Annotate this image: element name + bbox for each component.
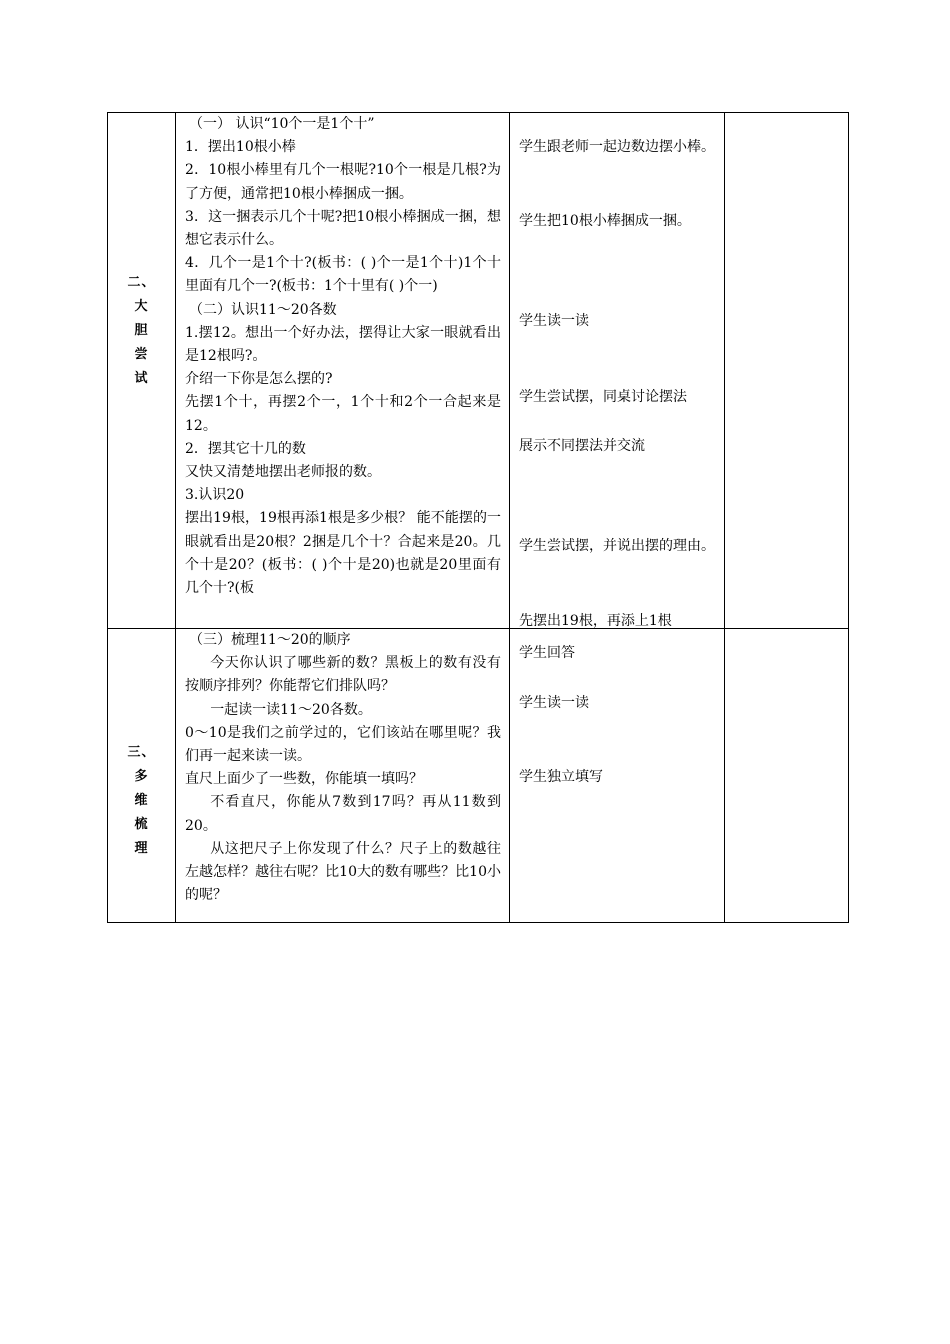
teacher-activity-text <box>176 629 509 922</box>
paragraph: 学生读一读 <box>519 695 589 711</box>
paragraph: 今天你认识了哪些新的数？黑板上的数有没有按顺序排列？你能帮它们排队吗？ <box>185 655 501 695</box>
stage-label <box>108 741 175 861</box>
stage-label-char: 试 <box>134 371 149 386</box>
stage-label-char: 理 <box>134 841 149 856</box>
paragraph: 2．摆其它十几的数 <box>185 440 306 457</box>
paragraph: （一） 认识“10个一是1个十” <box>189 116 375 132</box>
paragraph: 3.认识20 <box>185 487 245 504</box>
paragraph: 从这把尺子上你发现了什么？尺子上的数越往左越怎样？越往右呢？比10大的数有哪些？比10小的呢？ <box>185 840 501 904</box>
stage-label-char: 梳 <box>134 817 149 832</box>
teacher-activity-text <box>176 113 509 628</box>
paragraph: 0～10是我们之前学过的，它们该站在哪里呢？我们再一起来读一读。 <box>185 724 501 765</box>
notes-cell <box>725 113 849 629</box>
paragraph: 展示不同摆法并交流 <box>519 438 645 454</box>
paragraph: 介绍一下你是怎么摆的? <box>185 371 333 388</box>
paragraph: （二）认识11～20各数 <box>189 301 337 318</box>
notes-cell <box>725 629 849 923</box>
table-row <box>108 113 849 629</box>
paragraph: 2．10根小棒里有几个一根呢?10个一根是几根?为了方便，通常把10根小棒捆成一捆。 <box>185 162 501 202</box>
paragraph: 不看直尺，你能从7数到17吗？再从11数到20。 <box>185 794 501 834</box>
paragraph: 3．这一捆表示几个十呢?把10根小棒捆成一捆，想想它表示什么。 <box>185 208 501 249</box>
stage-label-char: 尝 <box>134 347 149 362</box>
stage-label-char: 胆 <box>134 323 149 338</box>
stage-cell <box>108 629 176 923</box>
paragraph: 一起读一读11～20各数。 <box>210 701 372 718</box>
student-activity-cell <box>510 113 725 629</box>
stage-cell <box>108 113 176 629</box>
paragraph: 先摆出19根，再添上1根 <box>519 613 672 628</box>
stage-label-char: 维 <box>134 793 149 808</box>
paragraph: 1.摆12。想出一个好办法，摆得让大家一眼就看出是12根吗?。 <box>185 324 501 365</box>
stage-label <box>108 271 175 391</box>
table-row <box>108 629 849 923</box>
paragraph: 学生跟老师一起边数边摆小棒。 <box>519 139 715 155</box>
paragraph: 先摆1个十，再摆2个一，1个十和2个一合起来是12。 <box>185 394 501 434</box>
paragraph: 学生尝试摆，同桌讨论摆法 <box>519 389 687 405</box>
paragraph: 学生独立填写 <box>519 769 603 785</box>
lesson-plan-table <box>107 112 849 923</box>
paragraph: 直尺上面少了一些数，你能填一填吗？ <box>185 771 423 788</box>
paragraph: 学生读一读 <box>519 313 589 329</box>
paragraph: 摆出19根，19根再添1根是多少根？ 能不能摆的一眼就看出是20根？2捆是几个十？合起来是20。几个十是20？(板书：( )个十是20)也就是20里面有几个十?(板 <box>185 510 501 597</box>
stage-label-char: 二、 <box>127 275 156 290</box>
teacher-activity-cell <box>176 113 510 629</box>
paragraph: 4．几个一是1个十?(板书：( )个一是1个十)1个十里面有几个一?(板书：1个十里有( )个一) <box>185 255 501 295</box>
stage-label-char: 大 <box>134 299 149 314</box>
paragraph: （三）梳理11～20的顺序 <box>189 632 351 648</box>
stage-label-char: 三、 <box>127 745 156 760</box>
paragraph: 学生尝试摆，并说出摆的理由。 <box>519 538 715 554</box>
teacher-activity-cell <box>176 629 510 923</box>
student-activity-cell <box>510 629 725 923</box>
student-activity-text <box>510 629 724 922</box>
paragraph: 又快又清楚地摆出老师报的数。 <box>185 464 381 481</box>
paragraph: 学生把10根小棒捆成一捆。 <box>519 213 691 229</box>
paragraph: 学生回答 <box>519 645 575 661</box>
stage-label-char: 多 <box>134 769 149 784</box>
student-activity-text <box>510 113 724 628</box>
paragraph: 1．摆出10根小棒 <box>185 139 296 156</box>
